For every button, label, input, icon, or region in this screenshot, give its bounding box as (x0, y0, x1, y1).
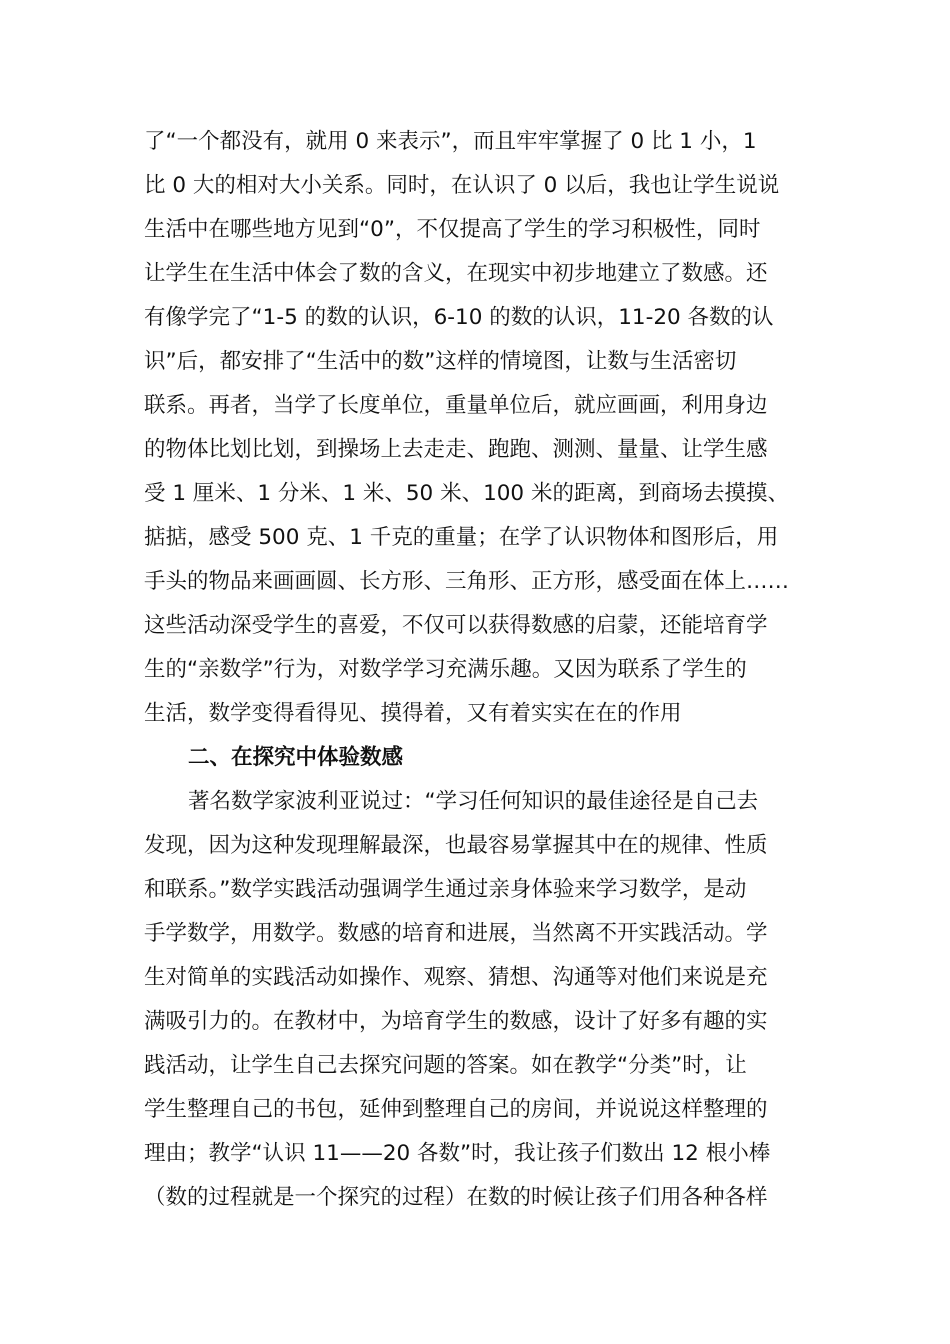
paragraph-line: 的物体比划比划，到操场上去走走、跑跑、测测、量量、让学生感 (144, 437, 768, 462)
paragraph-line: （数的过程就是一个探究的过程）在数的时候让孩子们用各种各样 (144, 1185, 768, 1210)
paragraph-line: 受 1 厘米、1 分米、1 米、50 米、100 米的距离，到商场去摸摸、 (144, 481, 789, 506)
paragraph-line: 掂掂，感受 500 克、1 千克的重量；在学了认识物体和图形后，用 (144, 525, 779, 550)
paragraph-line: 这些活动深受学生的喜爱，不仅可以获得数感的启蒙，还能培育学 (144, 613, 768, 638)
paragraph-line: 满吸引力的。在教材中，为培育学生的数感，设计了好多有趣的实 (144, 1009, 768, 1034)
paragraph-line: 著名数学家波利亚说过：“学习任何知识的最佳途径是自己去 (188, 789, 759, 814)
section-heading: 二、在探究中体验数感 (188, 745, 404, 770)
paragraph-line: 理由；教学“认识 11——20 各数”时，我让孩子们数出 12 根小棒 (144, 1141, 771, 1166)
paragraph-line: 和联系。”数学实践活动强调学生通过亲身体验来学习数学，是动 (144, 877, 747, 902)
paragraph-line: 发现，因为这种发现理解最深，也最容易掌握其中在的规律、性质 (144, 833, 768, 858)
paragraph-line: 手学数学，用数学。数感的培育和进展，当然离不开实践活动。学 (144, 921, 768, 946)
paragraph-line: 生的“亲数学”行为，对数学学习充满乐趣。又因为联系了学生的 (144, 657, 747, 682)
paragraph-line: 有像学完了“1-5 的数的认识，6-10 的数的认识，11-20 各数的认 (144, 305, 774, 330)
paragraph-line: 生活中在哪些地方见到“0”，不仅提高了学生的学习积极性，同时 (144, 217, 761, 242)
paragraph-line: 让学生在生活中体会了数的含义，在现实中初步地建立了数感。还 (144, 261, 768, 286)
paragraph-line: 生活，数学变得看得见、摸得着，又有着实实在在的作用 (144, 701, 682, 726)
paragraph-line: 识”后，都安排了“生活中的数”这样的情境图，让数与生活密切 (144, 349, 737, 374)
paragraph-line: 践活动，让学生自己去探究问题的答案。如在教学“分类”时，让 (144, 1053, 747, 1078)
paragraph-line: 了“一个都没有，就用 0 来表示”，而且牢牢掌握了 0 比 1 小，1 (144, 129, 757, 154)
paragraph-line: 生对简单的实践活动如操作、观察、猜想、沟通等对他们来说是充 (144, 965, 768, 990)
paragraph-line: 比 0 大的相对大小关系。同时，在认识了 0 以后，我也让学生说说 (144, 173, 780, 198)
paragraph-line: 联系。再者，当学了长度单位，重量单位后，就应画画，利用身边 (144, 393, 768, 418)
paragraph-line: 手头的物品来画画圆、长方形、三角形、正方形，感受面在体上…… (144, 569, 790, 594)
paragraph-line: 学生整理自己的书包，延伸到整理自己的房间，并说说这样整理的 (144, 1097, 768, 1122)
